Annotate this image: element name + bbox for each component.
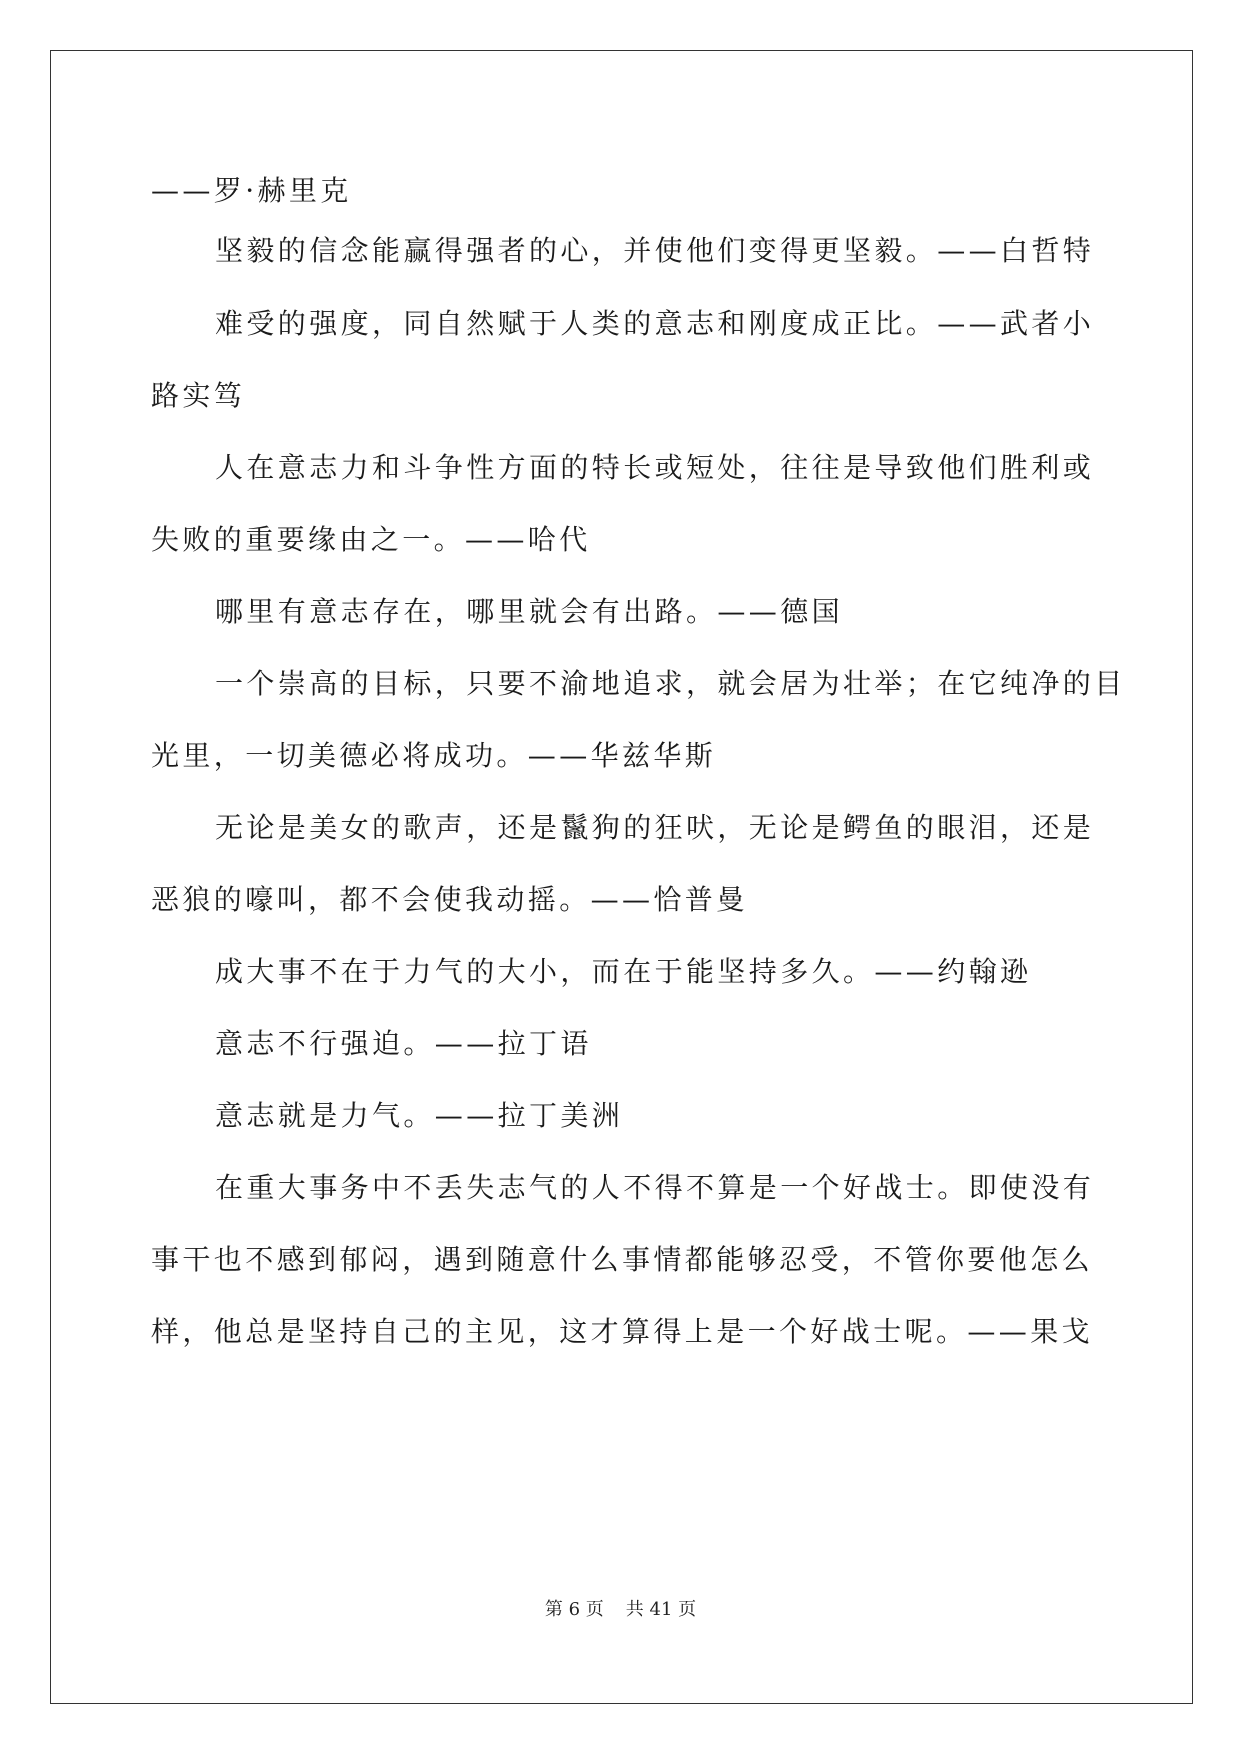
text-line: 意志不行强迫。——拉丁语 bbox=[215, 1027, 592, 1060]
page-border bbox=[50, 50, 1193, 1704]
text-line: 恶狼的嚎叫，都不会使我动摇。——恰普曼 bbox=[151, 883, 748, 916]
text-line: 光里，一切美德必将成功。——华兹华斯 bbox=[151, 739, 717, 772]
text-line: 哪里有意志存在，哪里就会有出路。——德国 bbox=[215, 595, 844, 628]
text-line: 成大事不在于力气的大小，而在于能坚持多久。——约翰逊 bbox=[215, 955, 1032, 988]
text-line: 坚毅的信念能赢得强者的心，并使他们变得更坚毅。——白哲特 bbox=[215, 234, 1095, 267]
page-number: 第 6 页 bbox=[544, 1599, 604, 1620]
text-line: 在重大事务中不丢失志气的人不得不算是一个好战士。即使没有 bbox=[215, 1171, 1095, 1204]
page-footer bbox=[0, 1598, 1241, 1622]
text-line: ——罗·赫里克 bbox=[151, 174, 352, 207]
text-line: 难受的强度，同自然赋于人类的意志和刚度成正比。——武者小 bbox=[215, 307, 1095, 340]
text-line: 事干也不感到郁闷，遇到随意什么事情都能够忍受，不管你要他怎么 bbox=[151, 1243, 1094, 1276]
text-line: 样，他总是坚持自己的主见，这才算得上是一个好战士呢。——果戈 bbox=[151, 1315, 1094, 1348]
text-line: 无论是美女的歌声，还是鬣狗的狂吠，无论是鳄鱼的眼泪，还是 bbox=[215, 811, 1095, 844]
text-line: 路实笃 bbox=[151, 379, 246, 412]
text-line: 人在意志力和斗争性方面的特长或短处，往往是导致他们胜利或 bbox=[215, 451, 1095, 484]
text-line: 失败的重要缘由之一。——哈代 bbox=[151, 523, 591, 556]
text-line: 意志就是力气。——拉丁美洲 bbox=[215, 1099, 624, 1132]
page-total: 共 41 页 bbox=[625, 1599, 697, 1620]
text-line: 一个崇高的目标，只要不渝地追求，就会居为壮举；在它纯净的目 bbox=[215, 667, 1126, 700]
